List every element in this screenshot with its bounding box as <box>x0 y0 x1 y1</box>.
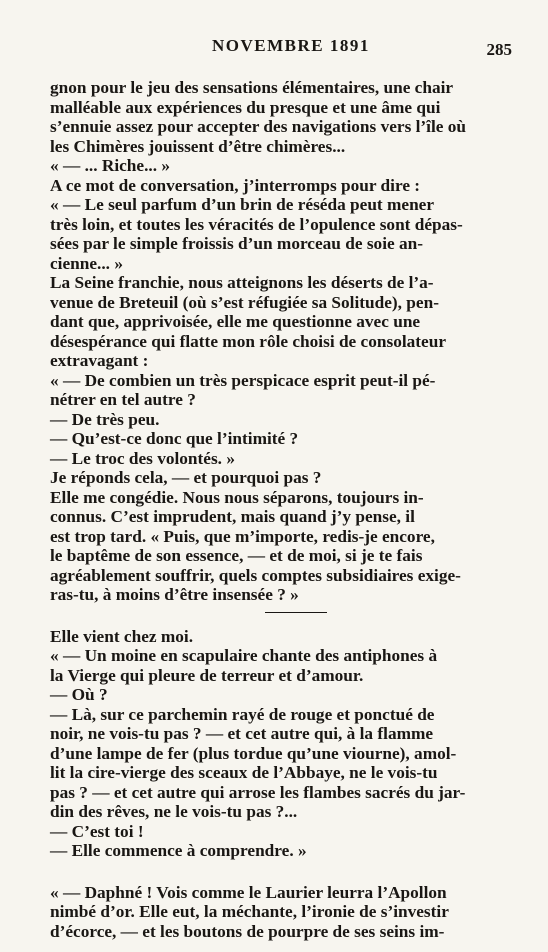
text-line: les Chimères jouissent d’être chimères... <box>50 136 346 156</box>
text-line: très loin, et toutes les véracités de l’opulence sont dépas- <box>50 214 463 234</box>
text-line: nimbé d’or. Elle eut, la méchante, l’ironie de s’investir <box>50 902 449 921</box>
text-line: La Seine franchie, nous atteignons les déserts de l’a- <box>50 273 434 292</box>
text-line: noir, ne vois-tu pas ? — et cet autre qui, à la flamme <box>50 724 434 743</box>
text-line: — Qu’est-ce donc que l’intimité ? <box>50 429 299 448</box>
text-line: d’écorce, — et les boutons de pourpre de ses seins im- <box>50 921 445 941</box>
text-line: « — Un moine en scapulaire chante des antiphones à <box>50 646 438 665</box>
text-line: — De très peu. <box>50 409 160 429</box>
text-line: la Vierge qui pleure de terreur et d’amour. <box>50 665 364 685</box>
text-line: cienne... » <box>50 253 123 273</box>
text-line: — C’est toi ! <box>50 821 144 841</box>
text-line: Elle me congédie. Nous nous séparons, toujours in- <box>50 487 424 507</box>
text-line: est trop tard. « Puis, que m’importe, redis-je encore, <box>50 526 435 546</box>
text-line: pas ? — et cet autre qui arrose les flambes sacrés du jar- <box>50 782 466 802</box>
spacer <box>50 861 502 883</box>
text-line: — Elle commence à comprendre. » <box>50 841 307 860</box>
page-header <box>0 36 548 62</box>
text-line: malléable aux expériences du presque et une âme qui <box>50 97 441 117</box>
text-line: le baptême de son essence, — et de moi, si je te fais <box>50 546 423 565</box>
text-line: connus. C’est imprudent, mais quand j’y pense, il <box>50 507 415 526</box>
text-line: lit la cire-vierge des sceaux de l’Abbaye, ne le vois-tu <box>50 763 438 782</box>
text-line: agréablement souffrir, quels comptes subsidiaires exige- <box>50 565 461 585</box>
text-line: extravagant : <box>50 351 149 370</box>
spacer <box>50 613 502 627</box>
text-line: « — De combien un très perspicace esprit peut-il pé- <box>50 370 436 390</box>
text-line: venue de Breteuil (où s’est réfugiée sa Solitude), pen- <box>50 292 439 312</box>
text-line: — Là, sur ce parchemin rayé de rouge et ponctué de <box>50 704 435 724</box>
text-line: « — Daphné ! Vois comme le Laurier leurra l’Apollon <box>50 882 447 902</box>
page-body <box>50 78 502 941</box>
text-line: désespérance qui flatte mon rôle choisi de consolateur <box>50 331 446 351</box>
text-line: — Le troc des volontés. » <box>50 448 235 468</box>
text-line: Elle vient chez moi. <box>50 626 194 646</box>
text-line: s’ennuie assez pour accepter des navigations vers l’île où <box>50 117 467 136</box>
text-line: nétrer en tel autre ? <box>50 390 196 409</box>
text-line: dant que, apprivoisée, elle me questionne avec une <box>50 312 421 331</box>
text-line: Je réponds cela, — et pourquoi pas ? <box>50 468 322 487</box>
text-line: sées par le simple froissis d’un morceau de soie an- <box>50 234 423 253</box>
page-number: 285 <box>486 40 512 59</box>
text-line: « — Le seul parfum d’un brin de réséda peut mener <box>50 195 435 214</box>
text-line: gnon pour le jeu des sensations élémentaires, une chair <box>50 78 454 97</box>
text-line: ras-tu, à moins d’être insensée ? » <box>50 585 299 604</box>
text-line: d’une lampe de fer (plus tordue qu’une viourne), amol- <box>50 743 457 763</box>
running-title: NOVEMBRE 1891 <box>212 36 370 55</box>
text-line: A ce mot de conversation, j’interromps pour dire : <box>50 175 421 195</box>
text-line: « — ... Riche... » <box>50 156 170 175</box>
text-line: — Où ? <box>50 685 108 704</box>
text-line: din des rêves, ne le vois-tu pas ?... <box>50 802 298 821</box>
